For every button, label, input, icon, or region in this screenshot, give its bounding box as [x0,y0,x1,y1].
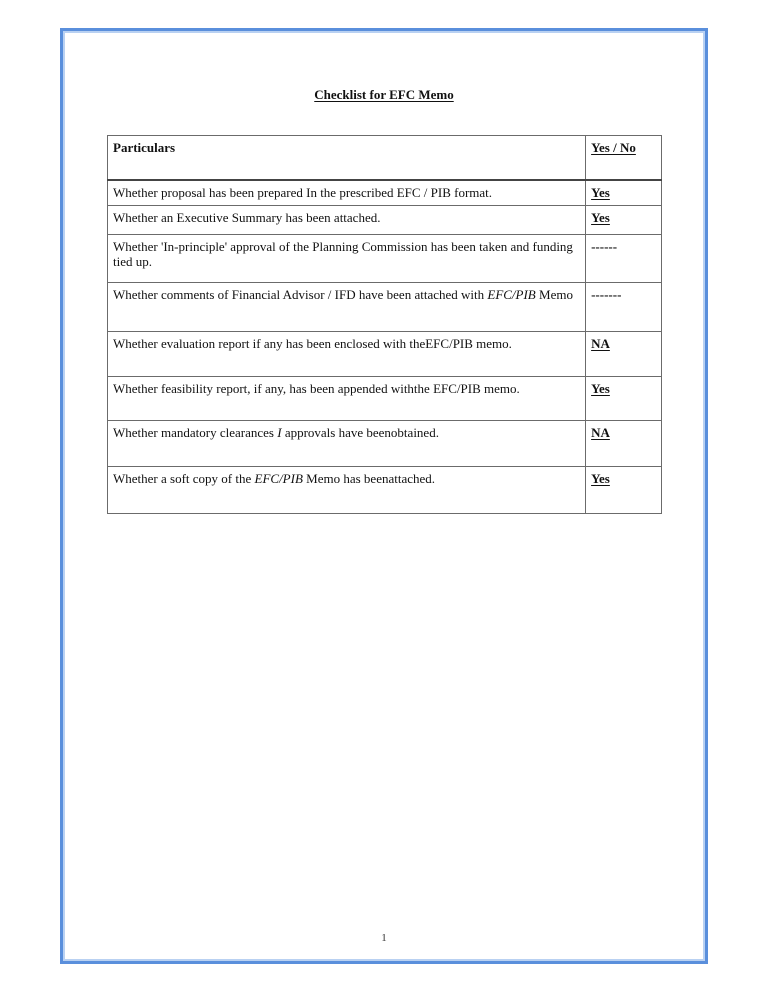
document-title: Checklist for EFC Memo [314,87,454,102]
row-particular-italic: EFC/PIB [254,471,303,486]
table-row [108,467,662,514]
row-answer: NA [591,425,610,440]
row-particular-text: Whether comments of Financial Advisor / IFD have been attached with [113,287,488,302]
row-particular-text: Memo has beenattached. [302,471,436,486]
row-particular: Whether feasibility report, if any, has been appended withthe EFC/PIB memo. [108,377,586,421]
table-row [108,421,662,467]
row-particular-italic: I [277,425,282,440]
table-row [108,180,662,206]
header-particulars: Particulars [108,136,586,180]
header-yes-no [586,136,662,180]
row-particular: Whether proposal has been prepared In the prescribed EFC / PIB format. [108,180,586,206]
row-answer: Yes [591,381,610,396]
checklist-table [107,135,662,514]
row-particular [108,421,586,467]
table-row [108,283,662,332]
table-row [108,332,662,377]
row-particular-text: approvals have beenobtained. [281,425,439,440]
table-header-row [108,136,662,180]
table-row [108,235,662,283]
row-answer: NA [591,336,610,351]
page-number: 1 [381,932,387,944]
row-particular [108,283,586,332]
row-particular: Whether 'In-principle' approval of the Planning Commission has been taken and funding tied up. [108,235,586,283]
row-particular [108,467,586,514]
row-particular-text: Memo [535,287,573,302]
row-answer: Yes [591,210,610,225]
row-answer: Yes [591,471,610,486]
row-answer: ------- [591,287,622,302]
row-particular: Whether evaluation report if any has been enclosed with theEFC/PIB memo. [108,332,586,377]
row-particular-text: Whether mandatory clearances [113,425,278,440]
row-particular-italic: EFC/PIB [487,287,536,302]
row-answer: Yes [591,184,610,200]
row-particular: Whether an Executive Summary has been attached. [108,206,586,235]
table-row [108,377,662,421]
header-yes-no-label: Yes / No [591,140,636,155]
row-particular-text: Whether a soft copy of the [113,471,255,486]
table-row [108,206,662,235]
row-answer: ------ [591,239,618,254]
